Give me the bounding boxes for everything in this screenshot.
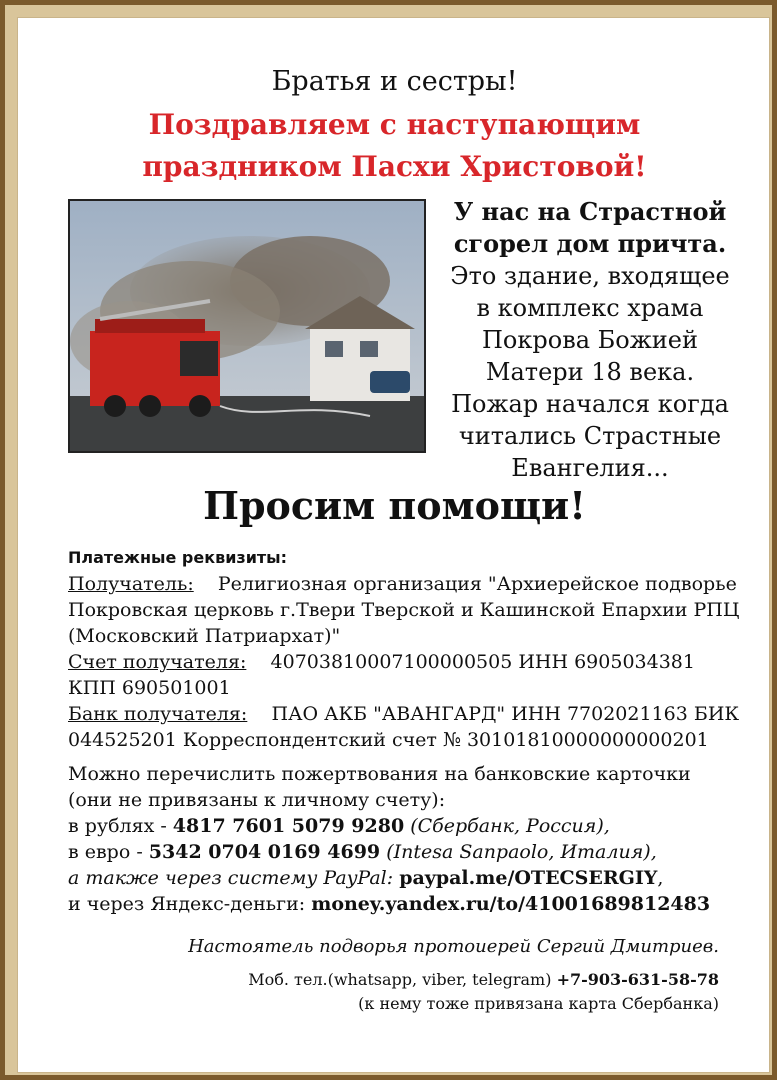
payment-details bbox=[68, 545, 739, 917]
congratulation-line-2: праздником Пасхи Христовой! bbox=[142, 150, 647, 183]
story-line: в комплекс храма bbox=[476, 294, 704, 322]
paypal-prefix: а также через систему PayPal: bbox=[68, 867, 400, 889]
help-title: Просим помощи! bbox=[203, 483, 586, 528]
account-label: Счет получателя: bbox=[68, 651, 247, 673]
story-line: Это здание, входящее bbox=[450, 262, 730, 290]
story-line: читались Страстные bbox=[458, 422, 722, 450]
phone-note: (к нему тоже привязана карта Сбербанка) bbox=[358, 994, 719, 1013]
eur-card-line bbox=[68, 839, 739, 865]
bank-line-2: 044525201 Корреспондентский счет № 30101810000000000201 bbox=[68, 729, 709, 751]
payment-heading: Платежные реквизиты: bbox=[68, 548, 288, 567]
bank-value: ПАО АКБ "АВАНГАРД" ИНН 7702021163 БИК bbox=[271, 703, 740, 725]
rub-prefix: в рублях - bbox=[68, 815, 173, 837]
recipient-line-3: (Московский Патриархат)" bbox=[68, 625, 341, 647]
rub-card-line bbox=[68, 813, 739, 839]
congratulation-line-1: Поздравляем с наступающим bbox=[148, 108, 641, 141]
eur-bank: (Intesa Sanpaolo, Италия), bbox=[380, 841, 657, 863]
story-line: Матери 18 века. bbox=[485, 358, 695, 386]
yandex-prefix: и через Яндекс-деньги: bbox=[68, 893, 312, 915]
story-line: Покрова Божией bbox=[482, 326, 698, 354]
account-value: 40703810007100000505 ИНН 6905034381 bbox=[270, 651, 695, 673]
paypal-link[interactable]: paypal.me/OTECSERGIY bbox=[399, 867, 658, 889]
bank-label: Банк получателя: bbox=[68, 703, 248, 725]
recipient-line-2: Покровская церковь г.Твери Тверской и Кашинской Епархии РПЦ bbox=[68, 599, 740, 621]
rub-card-number: 4817 7601 5079 9280 bbox=[172, 815, 405, 837]
poster-paper bbox=[17, 17, 770, 1073]
fire-photo bbox=[68, 199, 426, 453]
greeting: Братья и сестры! bbox=[271, 66, 518, 97]
rub-bank: (Сбербанк, Россия), bbox=[404, 815, 610, 837]
recipient-value: Религиозная организация "Архиерейское подворье bbox=[217, 573, 737, 595]
story-text bbox=[434, 196, 746, 484]
story-line: Пожар начался когда bbox=[451, 390, 729, 418]
story-bold-line: У нас на Страстной bbox=[453, 197, 727, 226]
kpp-value: КПП 690501001 bbox=[68, 677, 231, 699]
donation-intro-1: Можно перечислить пожертвования на банковские карточки bbox=[68, 763, 691, 785]
yandex-link[interactable]: money.yandex.ru/to/41001689812483 bbox=[311, 893, 711, 915]
phone-line bbox=[248, 970, 719, 989]
phone-number: +7-903-631-58-78 bbox=[556, 970, 719, 989]
eur-prefix: в евро - bbox=[68, 841, 149, 863]
yandex-line bbox=[68, 891, 739, 917]
recipient-label: Получатель: bbox=[68, 573, 194, 595]
donation-intro-2: (они не привязаны к личному счету): bbox=[68, 789, 446, 811]
rector-signature: Настоятель подворья протоиерей Сергий Дмитриев. bbox=[188, 936, 719, 957]
paypal-line bbox=[68, 865, 739, 891]
story-line: Евангелия... bbox=[511, 454, 669, 482]
eur-card-number: 5342 0704 0169 4699 bbox=[148, 841, 381, 863]
story-bold-line: сгорел дом причта. bbox=[453, 229, 727, 258]
paypal-suffix: , bbox=[657, 867, 664, 889]
phone-prefix: Моб. тел.(whatsapp, viber, telegram) bbox=[248, 970, 557, 989]
